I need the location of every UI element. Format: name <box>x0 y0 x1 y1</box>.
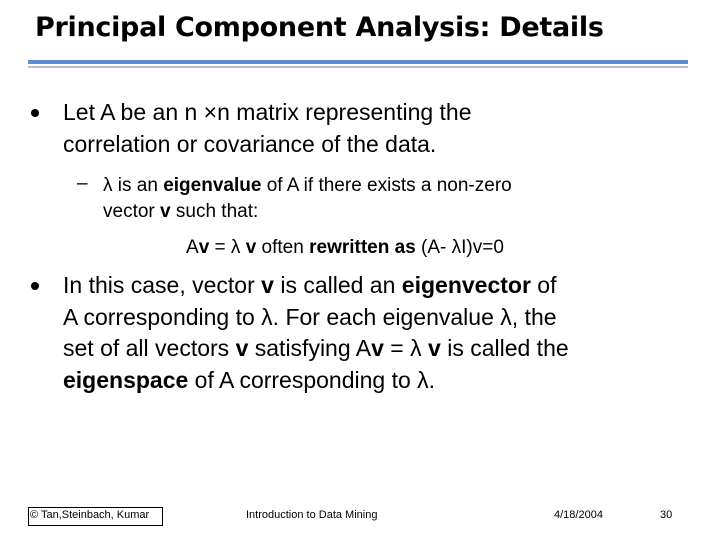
bullet-marker-1 <box>31 109 39 117</box>
sub-bullet-dash: – <box>77 173 88 194</box>
bullet-1-line-1: Let A be an n ×n matrix representing the <box>63 99 472 125</box>
footer-copyright: © Tan,Steinbach, Kumar <box>30 509 150 521</box>
title-rule-blue <box>28 60 688 64</box>
bullet-marker-2 <box>31 282 39 290</box>
footer-page-number: 30 <box>660 509 673 521</box>
bullet-2-line-3: set of all vectors v satisfying Av = λ v is called the <box>63 335 569 361</box>
bullet-1-line-2: correlation or covariance of the data. <box>63 130 437 157</box>
footer-course-title: Introduction to Data Mining <box>246 509 378 521</box>
bullet-2-line-2: A corresponding to λ. For each eigenvalue λ, the <box>63 303 557 330</box>
sub-line-1: λ is an eigenvalue of A if there exists a non-zero <box>103 175 512 196</box>
bullet-2-line-1: In this case, vector v is called an eigenvector of <box>63 272 557 298</box>
sub-line-2: vector v such that: <box>103 201 259 222</box>
footer-date: 4/18/2004 <box>554 509 603 521</box>
bullet-1-text <box>63 97 472 160</box>
eigen-equation: Av = λ v often rewritten as (A- λI)v=0 <box>186 237 504 258</box>
title-rule-grey <box>28 66 688 68</box>
slide-title: Principal Component Analysis: Details <box>35 12 604 43</box>
bullet-2-text <box>63 270 569 396</box>
bullet-2-line-4: eigenspace of A corresponding to λ. <box>63 366 436 393</box>
sub-bullet-text <box>103 173 512 225</box>
